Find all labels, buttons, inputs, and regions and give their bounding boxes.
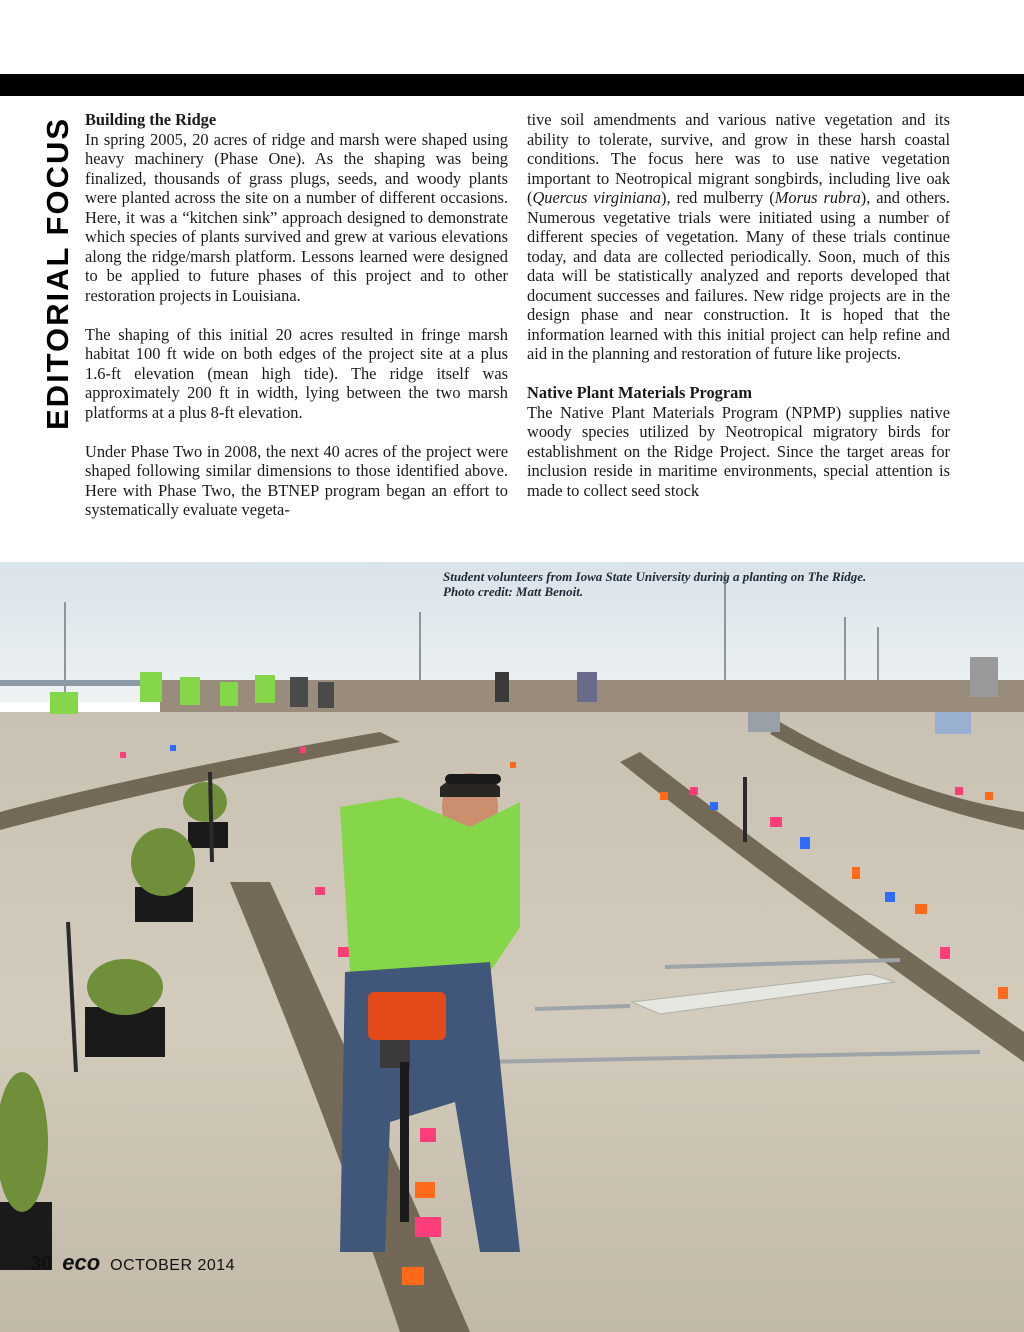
- species-name: Morus rubra: [774, 188, 861, 207]
- photo-caption: [443, 569, 1003, 599]
- paragraph: The Native Plant Materials Program (NPMP) supplies native woody species utilized by Neotropical migratory birds for establishment on the Ridge Project. Since the target areas for inclusion reside in maritime environments, special attention is made to collect seed stock: [527, 402, 950, 500]
- article-heading: Building the Ridge: [85, 110, 217, 129]
- paragraph-text: ), and others. Numerous vegetative trials were initiated using a number of different species of vegetation. Many of these trials continue today, and data are collected periodically. Soon, much of this data will be statistically analyzed and reports developed that document successes and failures. New ridge projects are in the design phase and near construction. It is hoped that the information learned with this initial project can help refine and aid in the planning and restoration of future like projects.: [527, 188, 950, 363]
- page-footer: [30, 1250, 235, 1276]
- caption-line: Student volunteers from Iowa State University during a planting on The Ridge.: [443, 569, 867, 584]
- paragraph-text: ), red mulberry (: [660, 188, 775, 207]
- page-number: 30: [30, 1253, 53, 1275]
- issue-date: OCTOBER 2014: [110, 1257, 236, 1274]
- paragraph: The shaping of this initial 20 acres resulted in fringe marsh habitat 100 ft wide on both edges of the project site at a plus 1.6-ft elevation (mean high tide). The ridge itself was approximately 200 ft in width, lying between the two marsh platforms at a plus 8-ft elevation.: [85, 324, 508, 422]
- paragraph: Under Phase Two in 2008, the next 40 acres of the project were shaped following similar dimensions to those identified above. Here with Phase Two, the BTNEP program began an effort to systematically evaluate vegeta-: [85, 441, 508, 519]
- species-name: Quercus virginiana: [532, 188, 661, 207]
- magazine-logo: eco: [62, 1250, 101, 1275]
- paragraph-text: tive soil amendments and various native vegetation and its ability to tolerate, survive, and grow in these harsh coastal conditions. The focus here was to use native vegetation important to Neotropical migrant songbirds, including live oak (: [527, 110, 950, 207]
- planting-photo: [0, 562, 1024, 1332]
- right-column: [527, 110, 950, 500]
- section-heading: Native Plant Materials Program: [527, 383, 753, 402]
- paragraph: In spring 2005, 20 acres of ridge and marsh were shaped using heavy machinery (Phase One). As the shaping was being finalized, thousands of grass plugs, seeds, and woody plants were planted across the site on a number of different occasions. Here, it was a “kitchen sink” approach designed to demonstrate which species of plants survived and grew at various elevations along the ridge/marsh platform. Lessons learned were designed to be applied to future phases of this project and to other restoration projects in Louisiana.: [85, 129, 508, 305]
- section-label: EDITORIAL FOCUS: [40, 116, 75, 430]
- left-column: [85, 110, 508, 520]
- photo-credit: Photo credit: Matt Benoit.: [443, 584, 584, 599]
- paragraph: [527, 110, 950, 364]
- header-bar: [0, 74, 1024, 96]
